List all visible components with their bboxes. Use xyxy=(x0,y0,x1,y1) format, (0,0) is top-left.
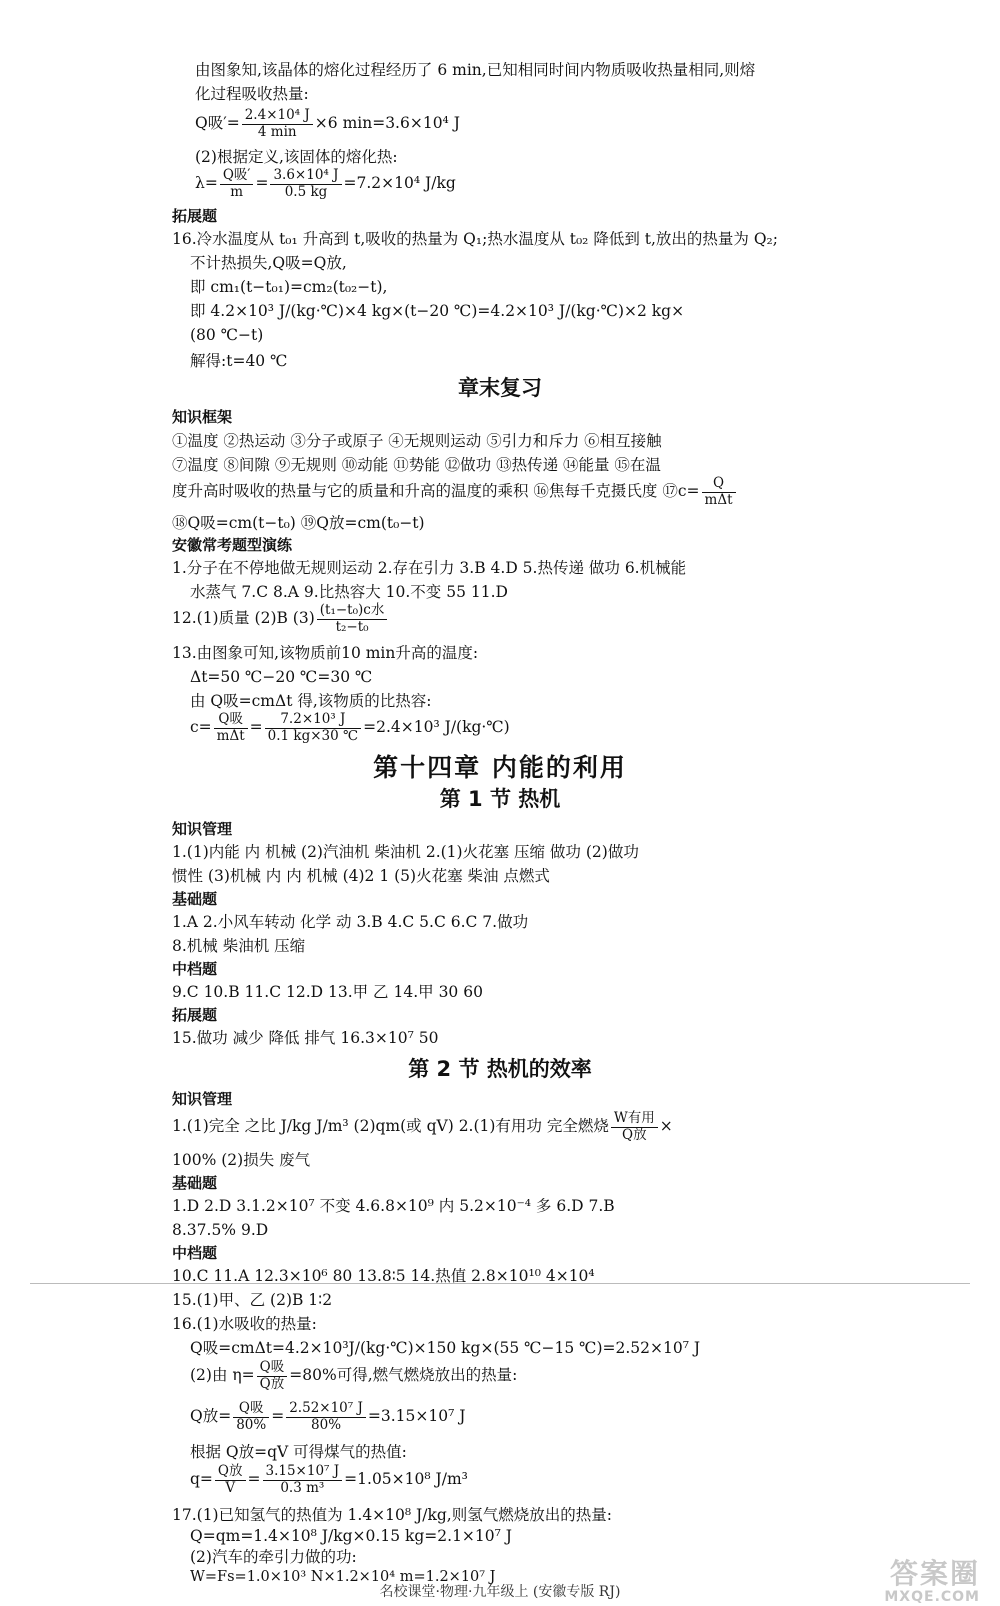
formula-line xyxy=(195,108,460,140)
denominator: m xyxy=(230,183,244,200)
section-label: 知识管理 xyxy=(172,1090,233,1108)
fraction xyxy=(317,603,388,635)
text-line: Q=qm=1.4×10⁸ J/kg×0.15 kg=2.1×10⁷ J xyxy=(190,1527,512,1545)
formula-line xyxy=(190,1360,517,1392)
numerator: Q吸 xyxy=(257,1360,288,1377)
text-line: 15.做功 减少 降低 排气 16.3×10⁷ 50 xyxy=(172,1029,439,1047)
text-line: 13.由图象可知,该物质前10 min升高的温度: xyxy=(172,644,479,662)
chapter-review-heading: 章末复习 xyxy=(458,376,542,400)
formula-text: = xyxy=(247,1470,261,1489)
fraction xyxy=(214,712,248,744)
numerator: Q吸 xyxy=(233,1401,269,1418)
formula-line xyxy=(190,712,510,744)
text-line: 100% (2)损失 废气 xyxy=(172,1151,311,1169)
text-line: 16.(1)水吸收的热量: xyxy=(172,1315,317,1333)
text-line: 解得:t=40 ℃ xyxy=(190,352,288,370)
text-line: (80 ℃−t) xyxy=(190,326,264,344)
formula-line xyxy=(190,1401,465,1433)
denominator: mΔt xyxy=(216,727,245,744)
text-line: 惯性 (3)机械 内 内 机械 (4)2 1 (5)火花塞 柴油 点燃式 xyxy=(172,867,550,885)
formula-text: Q放= xyxy=(190,1407,232,1426)
formula-line xyxy=(190,1464,468,1496)
formula-text: 度升高时吸收的热量与它的质量和升高的温度的乘积 ⑯焦每千克摄氏度 ⑰c= xyxy=(172,482,700,501)
section-label: 安徽常考题型演练 xyxy=(172,536,293,554)
section-title: 第 2 节 热机的效率 xyxy=(408,1057,592,1081)
numerator: Q放 xyxy=(215,1464,246,1481)
formula-text: = xyxy=(271,1407,285,1426)
formula-line xyxy=(172,1111,673,1143)
text-line: 1.分子在不停地做无规则运动 2.存在引力 3.B 4.D 5.热传递 做功 6.机械能 xyxy=(172,559,687,577)
numerator: 7.2×10³ J xyxy=(265,712,361,729)
numerator: W有用 xyxy=(611,1111,658,1128)
text-line: 水蒸气 7.C 8.A 9.比热容大 10.不变 55 11.D xyxy=(190,583,508,601)
text-line: 1.D 2.D 3.1.2×10⁷ 不变 4.6.8×10⁹ 内 5.2×10⁻⁴ 多 6.D 7.B xyxy=(172,1197,615,1215)
text-line: 化过程吸收热量: xyxy=(195,85,309,103)
formula-text: =1.05×10⁸ J/m³ xyxy=(344,1470,468,1489)
section-label: 中档题 xyxy=(172,1244,218,1262)
section-label: 中档题 xyxy=(172,960,218,978)
numerator: (t₁−t₀)c水 xyxy=(317,603,388,620)
formula-text: q= xyxy=(190,1470,213,1489)
formula-text: =80%可得,燃气燃烧放出的热量: xyxy=(289,1366,518,1385)
formula-line xyxy=(195,168,456,200)
section-label: 知识框架 xyxy=(172,408,233,426)
text-line: 1.A 2.小风车转动 化学 动 3.B 4.C 5.C 6.C 7.做功 xyxy=(172,913,529,931)
formula-line xyxy=(172,476,738,508)
numerator: 3.15×10⁷ J xyxy=(263,1464,343,1481)
formula-text: λ= xyxy=(195,174,218,193)
formula-text: 12.(1)质量 (2)B (3) xyxy=(172,609,315,628)
text-line: ①温度 ②热运动 ③分子或原子 ④无规则运动 ⑤引力和斥力 ⑥相互接触 xyxy=(172,432,662,450)
formula-text: = xyxy=(255,174,269,193)
text-line: 15.(1)甲、乙 (2)B 1∶2 xyxy=(172,1291,333,1309)
denominator: mΔt xyxy=(704,491,733,508)
denominator: 0.5 kg xyxy=(284,183,328,200)
fraction xyxy=(263,1464,343,1496)
fraction xyxy=(611,1111,658,1143)
section-label: 基础题 xyxy=(172,890,218,908)
formula-line xyxy=(172,603,389,635)
text-line: Q吸=cmΔt=4.2×10³J/(kg·℃)×150 kg×(55 ℃−15 ℃)=2.52×10⁷ J xyxy=(190,1339,701,1357)
numerator: 3.6×10⁴ J xyxy=(270,168,341,185)
formula-text: = xyxy=(249,718,263,737)
watermark-logo xyxy=(830,1557,980,1605)
formula-text: 1.(1)完全 之比 J/kg J/m³ (2)qm(或 qV) 2.(1)有用功 完全燃烧 xyxy=(172,1117,609,1136)
text-line: 不计热损失,Q吸=Q放, xyxy=(190,254,347,272)
text-line: (2)根据定义,该固体的熔化热: xyxy=(195,148,398,166)
text-line: 由图象知,该晶体的熔化过程经历了 6 min,已知相同时间内物质吸收热量相同,则熔 xyxy=(195,61,756,79)
section-title: 第 1 节 热机 xyxy=(439,787,561,811)
text-line: 16.冷水温度从 t₀₁ 升高到 t,吸收的热量为 Q₁;热水温度从 t₀₂ 降低到 t,放出的热量为 Q₂; xyxy=(172,230,778,248)
denominator: 0.1 kg×30 ℃ xyxy=(267,727,359,744)
numerator: 2.52×10⁷ J xyxy=(286,1401,366,1418)
section-label: 拓展题 xyxy=(172,1006,218,1024)
text-line: ⑱Q吸=cm(t−t₀) ⑲Q放=cm(t₀−t) xyxy=(172,514,425,532)
numerator: Q吸′ xyxy=(220,168,254,185)
section-label: 知识管理 xyxy=(172,820,233,838)
fraction xyxy=(257,1360,288,1392)
fraction xyxy=(220,168,254,200)
denominator: Q放 xyxy=(622,1126,647,1143)
formula-text: =2.4×10³ J/(kg·℃) xyxy=(363,718,510,737)
page-footer: 名校课堂·物理·九年级上 (安徽专版 RJ) xyxy=(379,1584,621,1600)
text-line: 根据 Q放=qV 可得煤气的热值: xyxy=(190,1443,407,1461)
text-line: W=Fs=1.0×10³ N×1.2×10⁴ m=1.2×10⁷ J xyxy=(190,1569,496,1585)
text-line: 即 4.2×10³ J/(kg·℃)×4 kg×(t−20 ℃)=4.2×10³ J/(kg·℃)×2 kg× xyxy=(190,302,685,320)
text-line: 17.(1)已知氢气的热值为 1.4×10⁸ J/kg,则氢气燃烧放出的热量: xyxy=(172,1506,612,1524)
formula-text: Q吸′= xyxy=(195,114,240,133)
text-line: 9.C 10.B 11.C 12.D 13.甲 乙 14.甲 30 60 xyxy=(172,983,483,1001)
text-line: 8.37.5% 9.D xyxy=(172,1221,269,1239)
denominator: t₂−t₀ xyxy=(335,618,369,635)
formula-text: ×6 min=3.6×10⁴ J xyxy=(314,114,460,133)
watermark-text: 答案圈 xyxy=(889,1557,980,1590)
text-line: Δt=50 ℃−20 ℃=30 ℃ xyxy=(190,668,373,686)
fraction xyxy=(270,168,341,200)
numerator: Q xyxy=(702,476,736,493)
numerator: 2.4×10⁴ J xyxy=(242,108,313,125)
text-line: (2)汽车的牵引力做的功: xyxy=(190,1548,357,1566)
section-label: 基础题 xyxy=(172,1174,218,1192)
denominator: 80% xyxy=(236,1416,267,1433)
denominator: 80% xyxy=(311,1416,342,1433)
text-line: 8.机械 柴油机 压缩 xyxy=(172,937,306,955)
text-line: 1.(1)内能 内 机械 (2)汽油机 柴油机 2.(1)火花塞 压缩 做功 (2)做功 xyxy=(172,843,639,861)
fraction xyxy=(233,1401,269,1433)
fraction xyxy=(215,1464,246,1496)
formula-text: (2)由 η= xyxy=(190,1366,255,1385)
text-line: 由 Q吸=cmΔt 得,该物质的比热容: xyxy=(190,692,432,710)
formula-text: × xyxy=(659,1117,673,1136)
denominator: 0.3 m³ xyxy=(280,1479,325,1496)
section-label: 拓展题 xyxy=(172,207,218,225)
fraction xyxy=(702,476,736,508)
formula-text: =7.2×10⁴ J/kg xyxy=(343,174,456,193)
formula-text: =3.15×10⁷ J xyxy=(367,1407,466,1426)
denominator: 4 min xyxy=(257,123,297,140)
formula-text: c= xyxy=(190,718,212,737)
text-line: 10.C 11.A 12.3×10⁶ 80 13.8∶5 14.热值 2.8×10¹⁰ 4×10⁴ xyxy=(172,1267,595,1285)
text-line: ⑦温度 ⑧间隙 ⑨无规则 ⑩动能 ⑪势能 ⑫做功 ⑬热传递 ⑭能量 ⑮在温 xyxy=(172,456,661,474)
denominator: V xyxy=(225,1479,236,1496)
fraction xyxy=(265,712,361,744)
denominator: Q放 xyxy=(259,1375,285,1392)
fraction xyxy=(242,108,313,140)
chapter-title: 第十四章 内能的利用 xyxy=(373,753,627,782)
watermark-url: MXQE.COM xyxy=(884,1589,980,1605)
text-line: 即 cm₁(t−t₀₁)=cm₂(t₀₂−t), xyxy=(190,278,388,296)
fraction xyxy=(286,1401,366,1433)
divider xyxy=(30,1283,970,1284)
numerator: Q吸 xyxy=(214,712,248,729)
